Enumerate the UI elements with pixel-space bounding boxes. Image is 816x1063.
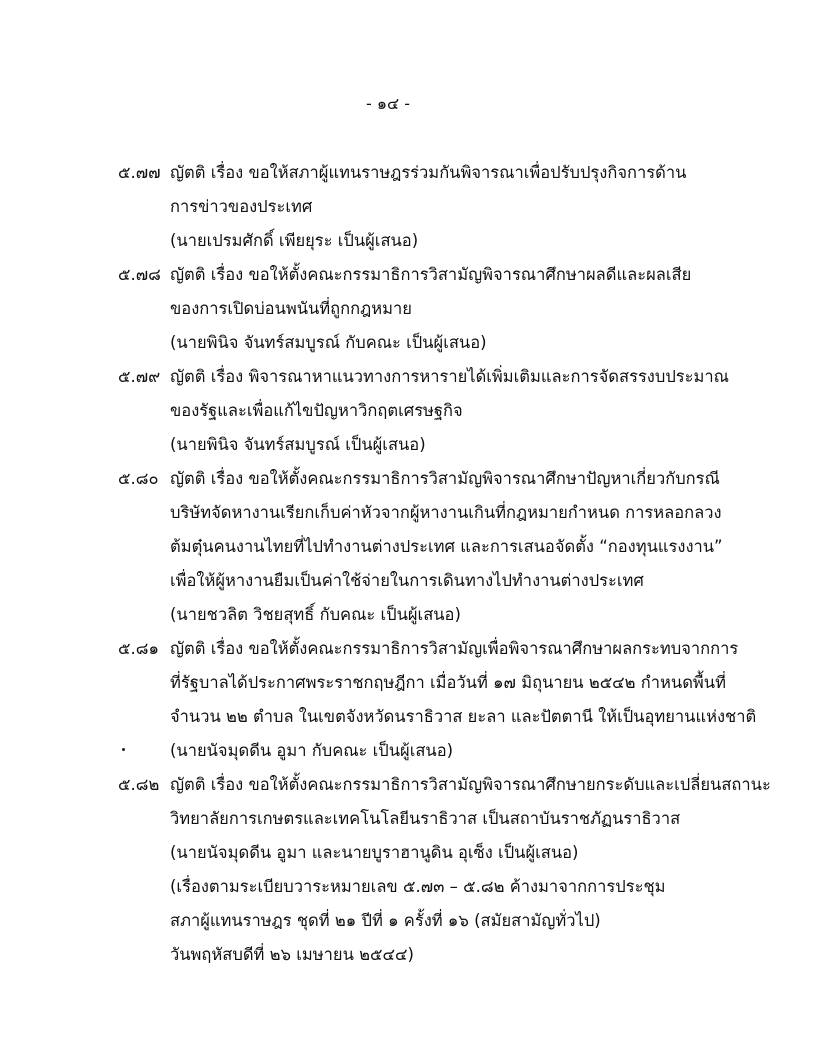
item-title-line: ญัตติ เรื่อง ขอให้ตั้งคณะกรรมาธิการวิสามัญพิจารณาศึกษาผลดีและผลเสีย xyxy=(170,265,692,284)
item-title-line: ญัตติ เรื่อง ขอให้สภาผู้แทนราษฎรร่วมกันพิจารณาเพื่อปรับปรุงกิจการด้าน xyxy=(170,163,687,182)
item-title-line: การข่าวของประเทศ xyxy=(170,197,313,216)
item-title-line: ของการเปิดบ่อนพนันที่ถูกกฎหมาย xyxy=(170,299,412,318)
agenda-item xyxy=(118,156,768,258)
item-title-line: ญัตติ เรื่อง ขอให้ตั้งคณะกรรมาธิการวิสามัญพิจารณาศึกษายกระดับและเปลี่ยนสถานะ xyxy=(170,775,771,794)
item-proposer: (นายนัจมุดดีน อูมา และนายบูราฮานูดิน อุเซ็ง เป็นผู้เสนอ) xyxy=(170,843,579,862)
item-title-line: ต้มตุ๋นคนงานไทยที่ไปทำงานต่างประเทศ และการเสนอจัดตั้ง “กองทุนแรงงาน” xyxy=(170,537,723,556)
item-title-line: เพื่อให้ผู้หางานยืมเป็นค่าใช้จ่ายในการเดินทางไปทำงานต่างประเทศ xyxy=(170,571,644,590)
agenda-item xyxy=(118,632,768,768)
item-title-line: ญัตติ เรื่อง ขอให้ตั้งคณะกรรมาธิการวิสามัญพิจารณาศึกษาปัญหาเกี่ยวกับกรณี xyxy=(170,469,720,488)
item-title-line: ญัตติ เรื่อง ขอให้ตั้งคณะกรรมาธิการวิสามัญเพื่อพิจารณาศึกษาผลกระทบจากการ xyxy=(170,639,739,658)
item-proposer: (นายพินิจ จันทร์สมบูรณ์ เป็นผู้เสนอ) xyxy=(170,435,426,454)
scan-speck xyxy=(122,748,125,751)
agenda-item xyxy=(118,360,768,462)
item-title-line: วิทยาลัยการเกษตรและเทคโนโลยีนราธิวาส เป็นสถาบันราชภัฏนราธิวาส xyxy=(170,809,681,828)
item-proposer: (นายนัจมุดดีน อูมา กับคณะ เป็นผู้เสนอ) xyxy=(170,741,454,760)
item-title-line: ของรัฐและเพื่อแก้ไขปัญหาวิกฤตเศรษฐกิจ xyxy=(170,401,463,420)
item-number: ๕.๗๙ xyxy=(118,367,161,386)
item-proposer: (นายพินิจ จันทร์สมบูรณ์ กับคณะ เป็นผู้เสนอ) xyxy=(170,333,487,352)
page-number: - ๑๔ - xyxy=(366,94,410,113)
item-number: ๕.๗๘ xyxy=(118,265,161,284)
item-title-line: ญัตติ เรื่อง พิจารณาหาแนวทางการหารายได้เพิ่มเติมและการจัดสรรงบประมาณ xyxy=(170,367,729,386)
item-number: ๕.๗๗ xyxy=(118,163,161,182)
note-line: (เรื่องตามระเบียบวาระหมายเลข ๕.๗๓ – ๕.๘๒ ค้างมาจากการประชุม xyxy=(170,877,666,896)
item-number: ๕.๘๑ xyxy=(118,639,159,658)
agenda-item xyxy=(118,258,768,360)
item-title-line: ที่รัฐบาลได้ประกาศพระราชกฤษฎีกา เมื่อวันที่ ๑๗ มิถุนายน ๒๕๔๒ กำหนดพื้นที่ xyxy=(170,673,726,692)
item-proposer: (นายเปรมศักดิ์ เพียยุระ เป็นผู้เสนอ) xyxy=(170,231,419,250)
item-number: ๕.๘๒ xyxy=(118,775,160,794)
note-line: วันพฤหัสบดีที่ ๒๖ เมษายน ๒๕๔๔) xyxy=(170,945,414,964)
agenda-note xyxy=(170,870,770,972)
agenda-item xyxy=(118,768,771,870)
item-number: ๕.๘๐ xyxy=(118,469,159,488)
note-line: สภาผู้แทนราษฎร ชุดที่ ๒๑ ปีที่ ๑ ครั้งที่ ๑๖ (สมัยสามัญทั่วไป) xyxy=(170,911,601,930)
item-title-line: จำนวน ๒๒ ตำบล ในเขตจังหวัดนราธิวาส ยะลา และปัตตานี ให้เป็นอุทยานแห่งชาติ xyxy=(170,707,757,726)
agenda-item xyxy=(118,462,768,632)
item-proposer: (นายชวลิต วิชยสุทธิ์ กับคณะ เป็นผู้เสนอ) xyxy=(170,605,461,624)
item-title-line: บริษัทจัดหางานเรียกเก็บค่าหัวจากผู้หางานเกินที่กฎหมายกำหนด การหลอกลวง xyxy=(170,503,722,522)
